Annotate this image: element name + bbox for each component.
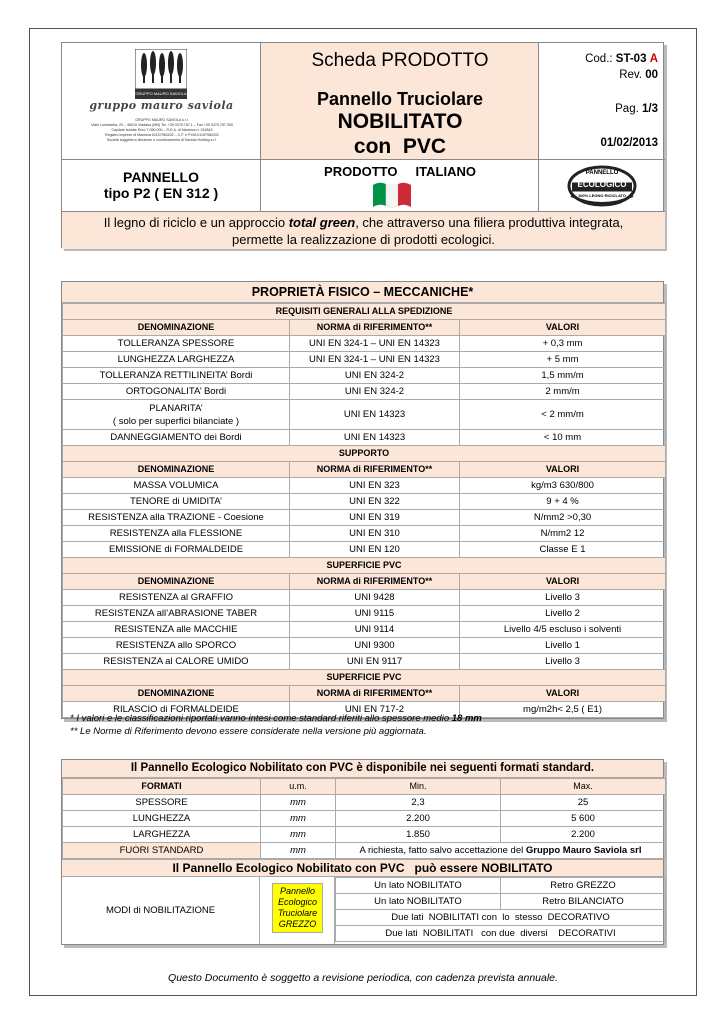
table-cell: RESISTENZA al GRAFFIO bbox=[63, 590, 290, 606]
table-cell: 2 mm/m bbox=[460, 384, 666, 400]
table-cell: Livello 3 bbox=[460, 654, 666, 670]
table-cell: UNI 9300 bbox=[290, 638, 460, 654]
table-cell: + 5 mm bbox=[460, 352, 666, 368]
note-1: * I valori e le classificazioni riportati vanno intesi come standard riferiti allo spessore medio 18 mm bbox=[70, 713, 482, 724]
intro-cell bbox=[62, 212, 665, 249]
table-cell: UNI EN 14323 bbox=[290, 400, 460, 430]
formats-col-header: Min. bbox=[336, 779, 501, 795]
logo-cell bbox=[62, 43, 261, 160]
table-cell: N/mm2 12 bbox=[460, 526, 666, 542]
format-row bbox=[63, 811, 666, 827]
column-header: DENOMINAZIONE bbox=[63, 686, 290, 702]
table-row bbox=[63, 526, 666, 542]
table-row bbox=[63, 622, 666, 638]
table-cell: EMISSIONE di FORMALDEIDE bbox=[63, 542, 290, 558]
fuori-standard-row bbox=[63, 843, 666, 859]
modi-label: MODI di NOBILITAZIONE bbox=[62, 877, 260, 944]
doc-title: Scheda PRODOTTO bbox=[311, 50, 489, 71]
section-title-row bbox=[63, 304, 666, 320]
table-cell: Livello 1 bbox=[460, 638, 666, 654]
title-cell bbox=[261, 43, 539, 160]
properties-block bbox=[61, 281, 664, 719]
format-cell: 2.200 bbox=[501, 827, 666, 843]
section-title: SUPERFICIE PVC bbox=[63, 670, 666, 686]
table-cell: MASSA VOLUMICA bbox=[63, 478, 290, 494]
table-cell: UNI EN 324-1 – UNI EN 14323 bbox=[290, 352, 460, 368]
formats-block bbox=[61, 759, 664, 945]
table-cell: kg/m3 630/800 bbox=[460, 478, 666, 494]
column-header: NORMA di RIFERIMENTO** bbox=[290, 574, 460, 590]
eco-logo-text1: PANNELLO bbox=[585, 170, 619, 176]
table-row bbox=[63, 638, 666, 654]
modi-row: Due lati NOBILITATI con lo stesso DECORATIVO bbox=[336, 910, 666, 926]
table-cell: UNI EN 14323 bbox=[290, 430, 460, 446]
eco-logo-text3: 100% LEGNO RICICLATO bbox=[577, 193, 627, 198]
properties-table bbox=[62, 303, 666, 718]
table-cell: TENORE di UMIDITA’ bbox=[63, 494, 290, 510]
table-row bbox=[63, 336, 666, 352]
table-cell: RESISTENZA alle MACCHIE bbox=[63, 622, 290, 638]
code-cell bbox=[539, 43, 665, 160]
table-row bbox=[63, 606, 666, 622]
page-number: Pag. 1/3 bbox=[615, 103, 658, 115]
table-cell: RESISTENZA all’ABRASIONE TABER bbox=[63, 606, 290, 622]
table-cell: 1,5 mm/m bbox=[460, 368, 666, 384]
table-cell: PLANARITA’ ( solo per superfici bilanciate ) bbox=[63, 400, 290, 430]
table-cell: mg/m2h< 2,5 ( E1) bbox=[460, 702, 666, 718]
table-cell: UNI EN 324-2 bbox=[290, 384, 460, 400]
doc-revision: Rev. 00 bbox=[619, 69, 658, 81]
table-cell: UNI EN 323 bbox=[290, 478, 460, 494]
table-cell: < 10 mm bbox=[460, 430, 666, 446]
table-row bbox=[63, 654, 666, 670]
intro-line1: Il legno di riciclo e un approccio total green, che attraverso una filiera produttiva integrata, bbox=[103, 215, 624, 230]
table-cell: UNI EN 324-2 bbox=[290, 368, 460, 384]
nobilitato-title: Il Pannello Ecologico Nobilitato con PVC può essere NOBILITATO bbox=[62, 859, 663, 877]
table-cell: UNI EN 319 bbox=[290, 510, 460, 526]
pannello-line1: PANNELLO bbox=[123, 169, 199, 185]
table-cell: Livello 4/5 escluso i solventi bbox=[460, 622, 666, 638]
table-cell: UNI EN 324-1 – UNI EN 14323 bbox=[290, 336, 460, 352]
format-row bbox=[63, 827, 666, 843]
section-title: SUPERFICIE PVC bbox=[63, 558, 666, 574]
product-line2: NOBILITATO bbox=[337, 110, 463, 133]
table-cell: DANNEGGIAMENTO dei Bordi bbox=[63, 430, 290, 446]
table-cell: UNI EN 120 bbox=[290, 542, 460, 558]
column-header: DENOMINAZIONE bbox=[63, 574, 290, 590]
table-cell: UNI EN 322 bbox=[290, 494, 460, 510]
eco-logo-text2: ECOLOGICO bbox=[577, 180, 627, 189]
format-cell: LARGHEZZA bbox=[63, 827, 261, 843]
column-header: DENOMINAZIONE bbox=[63, 320, 290, 336]
table-cell: TOLLERANZA SPESSORE bbox=[63, 336, 290, 352]
table-cell: < 2 mm/m bbox=[460, 400, 666, 430]
table-row bbox=[63, 352, 666, 368]
table-cell: ORTOGONALITA’ Bordi bbox=[63, 384, 290, 400]
table-row bbox=[63, 510, 666, 526]
table-row bbox=[63, 384, 666, 400]
format-cell: mm bbox=[261, 795, 336, 811]
table-row bbox=[63, 478, 666, 494]
formats-col-header: Max. bbox=[501, 779, 666, 795]
table-cell: Livello 2 bbox=[460, 606, 666, 622]
origin-cell bbox=[261, 160, 539, 212]
table-cell: + 0,3 mm bbox=[460, 336, 666, 352]
company-address: GRUPPO MAURO SAVIOLA s.r.l. Viale Lombardia, 29 – 46019 Viadana (MN) Tel. +39 0375.787.1 – Fax +39 0375.787.300 Capitale sociale Euro 7.050.000 – R.E.A. di Mantova n. 242843 Registro Imprese di Mantova 01157980202 – C.F. e P.IVA 01157980202 Società soggetta a direzione e coordinamento di Saviola Holding s.r.l. bbox=[91, 118, 233, 142]
logo-caption: GRUPPO MAURO SAVIOLA bbox=[135, 91, 187, 96]
formats-col-header: u.m. bbox=[261, 779, 336, 795]
product-line1: Pannello Truciolare bbox=[316, 89, 484, 109]
doc-date: 01/02/2013 bbox=[600, 137, 658, 149]
column-header-row bbox=[63, 574, 666, 590]
properties-title: PROPRIETÀ FISICO – MECCANICHE* bbox=[62, 282, 663, 303]
properties-notes bbox=[70, 712, 660, 738]
table-cell: RESISTENZA al CALORE UMIDO bbox=[63, 654, 290, 670]
eco-logo-cell bbox=[539, 160, 665, 212]
column-header-row bbox=[63, 320, 666, 336]
table-cell: UNI EN 9117 bbox=[290, 654, 460, 670]
modi-section bbox=[62, 877, 663, 944]
column-header: VALORI bbox=[460, 574, 666, 590]
column-header: VALORI bbox=[460, 686, 666, 702]
format-cell: mm bbox=[261, 827, 336, 843]
column-header-row bbox=[63, 462, 666, 478]
section-title-row bbox=[63, 670, 666, 686]
table-cell: RESISTENZA allo SPORCO bbox=[63, 638, 290, 654]
format-cell: 2.200 bbox=[336, 811, 501, 827]
fuori-standard-unit: mm bbox=[261, 843, 336, 859]
table-row bbox=[63, 430, 666, 446]
table-row bbox=[63, 494, 666, 510]
format-cell: mm bbox=[261, 811, 336, 827]
format-cell: 1.850 bbox=[336, 827, 501, 843]
table-cell: UNI EN 310 bbox=[290, 526, 460, 542]
column-header: NORMA di RIFERIMENTO** bbox=[290, 462, 460, 478]
header-block bbox=[61, 42, 664, 248]
formats-col-header: FORMATI bbox=[63, 779, 261, 795]
table-cell: RESISTENZA alla TRAZIONE - Coesione bbox=[63, 510, 290, 526]
table-cell: RILASCIO di FORMALDEIDE bbox=[63, 702, 290, 718]
table-row bbox=[63, 368, 666, 384]
table-cell: UNI 9428 bbox=[290, 590, 460, 606]
table-cell: UNI EN 717-2 bbox=[290, 702, 460, 718]
format-row bbox=[63, 795, 666, 811]
column-header: NORMA di RIFERIMENTO** bbox=[290, 686, 460, 702]
section-title: REQUISITI GENERALI ALLA SPEDIZIONE bbox=[63, 304, 666, 320]
pannello-cell bbox=[62, 160, 261, 212]
italian-flag-icon bbox=[373, 181, 411, 208]
modi-table bbox=[335, 877, 666, 942]
table-cell: UNI 9114 bbox=[290, 622, 460, 638]
table-row bbox=[63, 400, 666, 430]
table-cell: TOLLERANZA RETTILINEITA’ Bordi bbox=[63, 368, 290, 384]
table-cell: LUNGHEZZA LARGHEZZA bbox=[63, 352, 290, 368]
section-title-row bbox=[63, 446, 666, 462]
column-header: VALORI bbox=[460, 320, 666, 336]
note-2: ** Le Norme di Riferimento devono essere considerate nella versione più aggiornata. bbox=[70, 726, 427, 737]
doc-code: Cod.: ST-03 A bbox=[585, 53, 658, 65]
format-cell: 25 bbox=[501, 795, 666, 811]
column-header: NORMA di RIFERIMENTO** bbox=[290, 320, 460, 336]
format-cell: 5 600 bbox=[501, 811, 666, 827]
modi-row: Due lati NOBILITATI con due diversi DECORATIVI bbox=[336, 926, 666, 942]
fuori-standard-label: FUORI STANDARD bbox=[63, 843, 261, 859]
table-cell: 9 + 4 % bbox=[460, 494, 666, 510]
section-title: SUPPORTO bbox=[63, 446, 666, 462]
modi-row: Un lato NOBILITATO Retro BILANCIATO bbox=[336, 894, 666, 910]
product-line3: con PVC bbox=[353, 135, 447, 158]
yellow-panel-box: Pannello Ecologico Truciolare GREZZO bbox=[260, 877, 335, 944]
intro-line2: permette la realizzazione di prodotti ecologici. bbox=[231, 232, 496, 247]
table-cell: Classe E 1 bbox=[460, 542, 666, 558]
company-name: gruppo mauro saviola bbox=[89, 99, 234, 112]
table-row bbox=[63, 542, 666, 558]
column-header: DENOMINAZIONE bbox=[63, 462, 290, 478]
formats-table bbox=[62, 778, 666, 859]
modi-row: Un lato NOBILITATO Retro GREZZO bbox=[336, 878, 666, 894]
format-cell: SPESSORE bbox=[63, 795, 261, 811]
table-cell: UNI 9115 bbox=[290, 606, 460, 622]
format-cell: LUNGHEZZA bbox=[63, 811, 261, 827]
pannello-line2: tipo P2 ( EN 312 ) bbox=[103, 185, 219, 201]
footer-note: Questo Documento è soggetto a revisione periodica, con cadenza prevista annuale. bbox=[168, 972, 558, 984]
column-header: VALORI bbox=[460, 462, 666, 478]
table-cell: Livello 3 bbox=[460, 590, 666, 606]
format-cell: 2,3 bbox=[336, 795, 501, 811]
formats-title: Il Pannello Ecologico Nobilitato con PVC è disponibile nei seguenti formati standard. bbox=[62, 760, 663, 778]
section-title-row bbox=[63, 558, 666, 574]
origin-label: PRODOTTO ITALIANO bbox=[324, 164, 476, 179]
column-header-row bbox=[63, 686, 666, 702]
table-cell: RESISTENZA alla FLESSIONE bbox=[63, 526, 290, 542]
table-row bbox=[63, 590, 666, 606]
table-cell: N/mm2 >0,30 bbox=[460, 510, 666, 526]
fuori-standard-text: A richiesta, fatto salvo accettazione del Gruppo Mauro Saviola srl bbox=[336, 843, 666, 859]
formats-header-row bbox=[63, 779, 666, 795]
